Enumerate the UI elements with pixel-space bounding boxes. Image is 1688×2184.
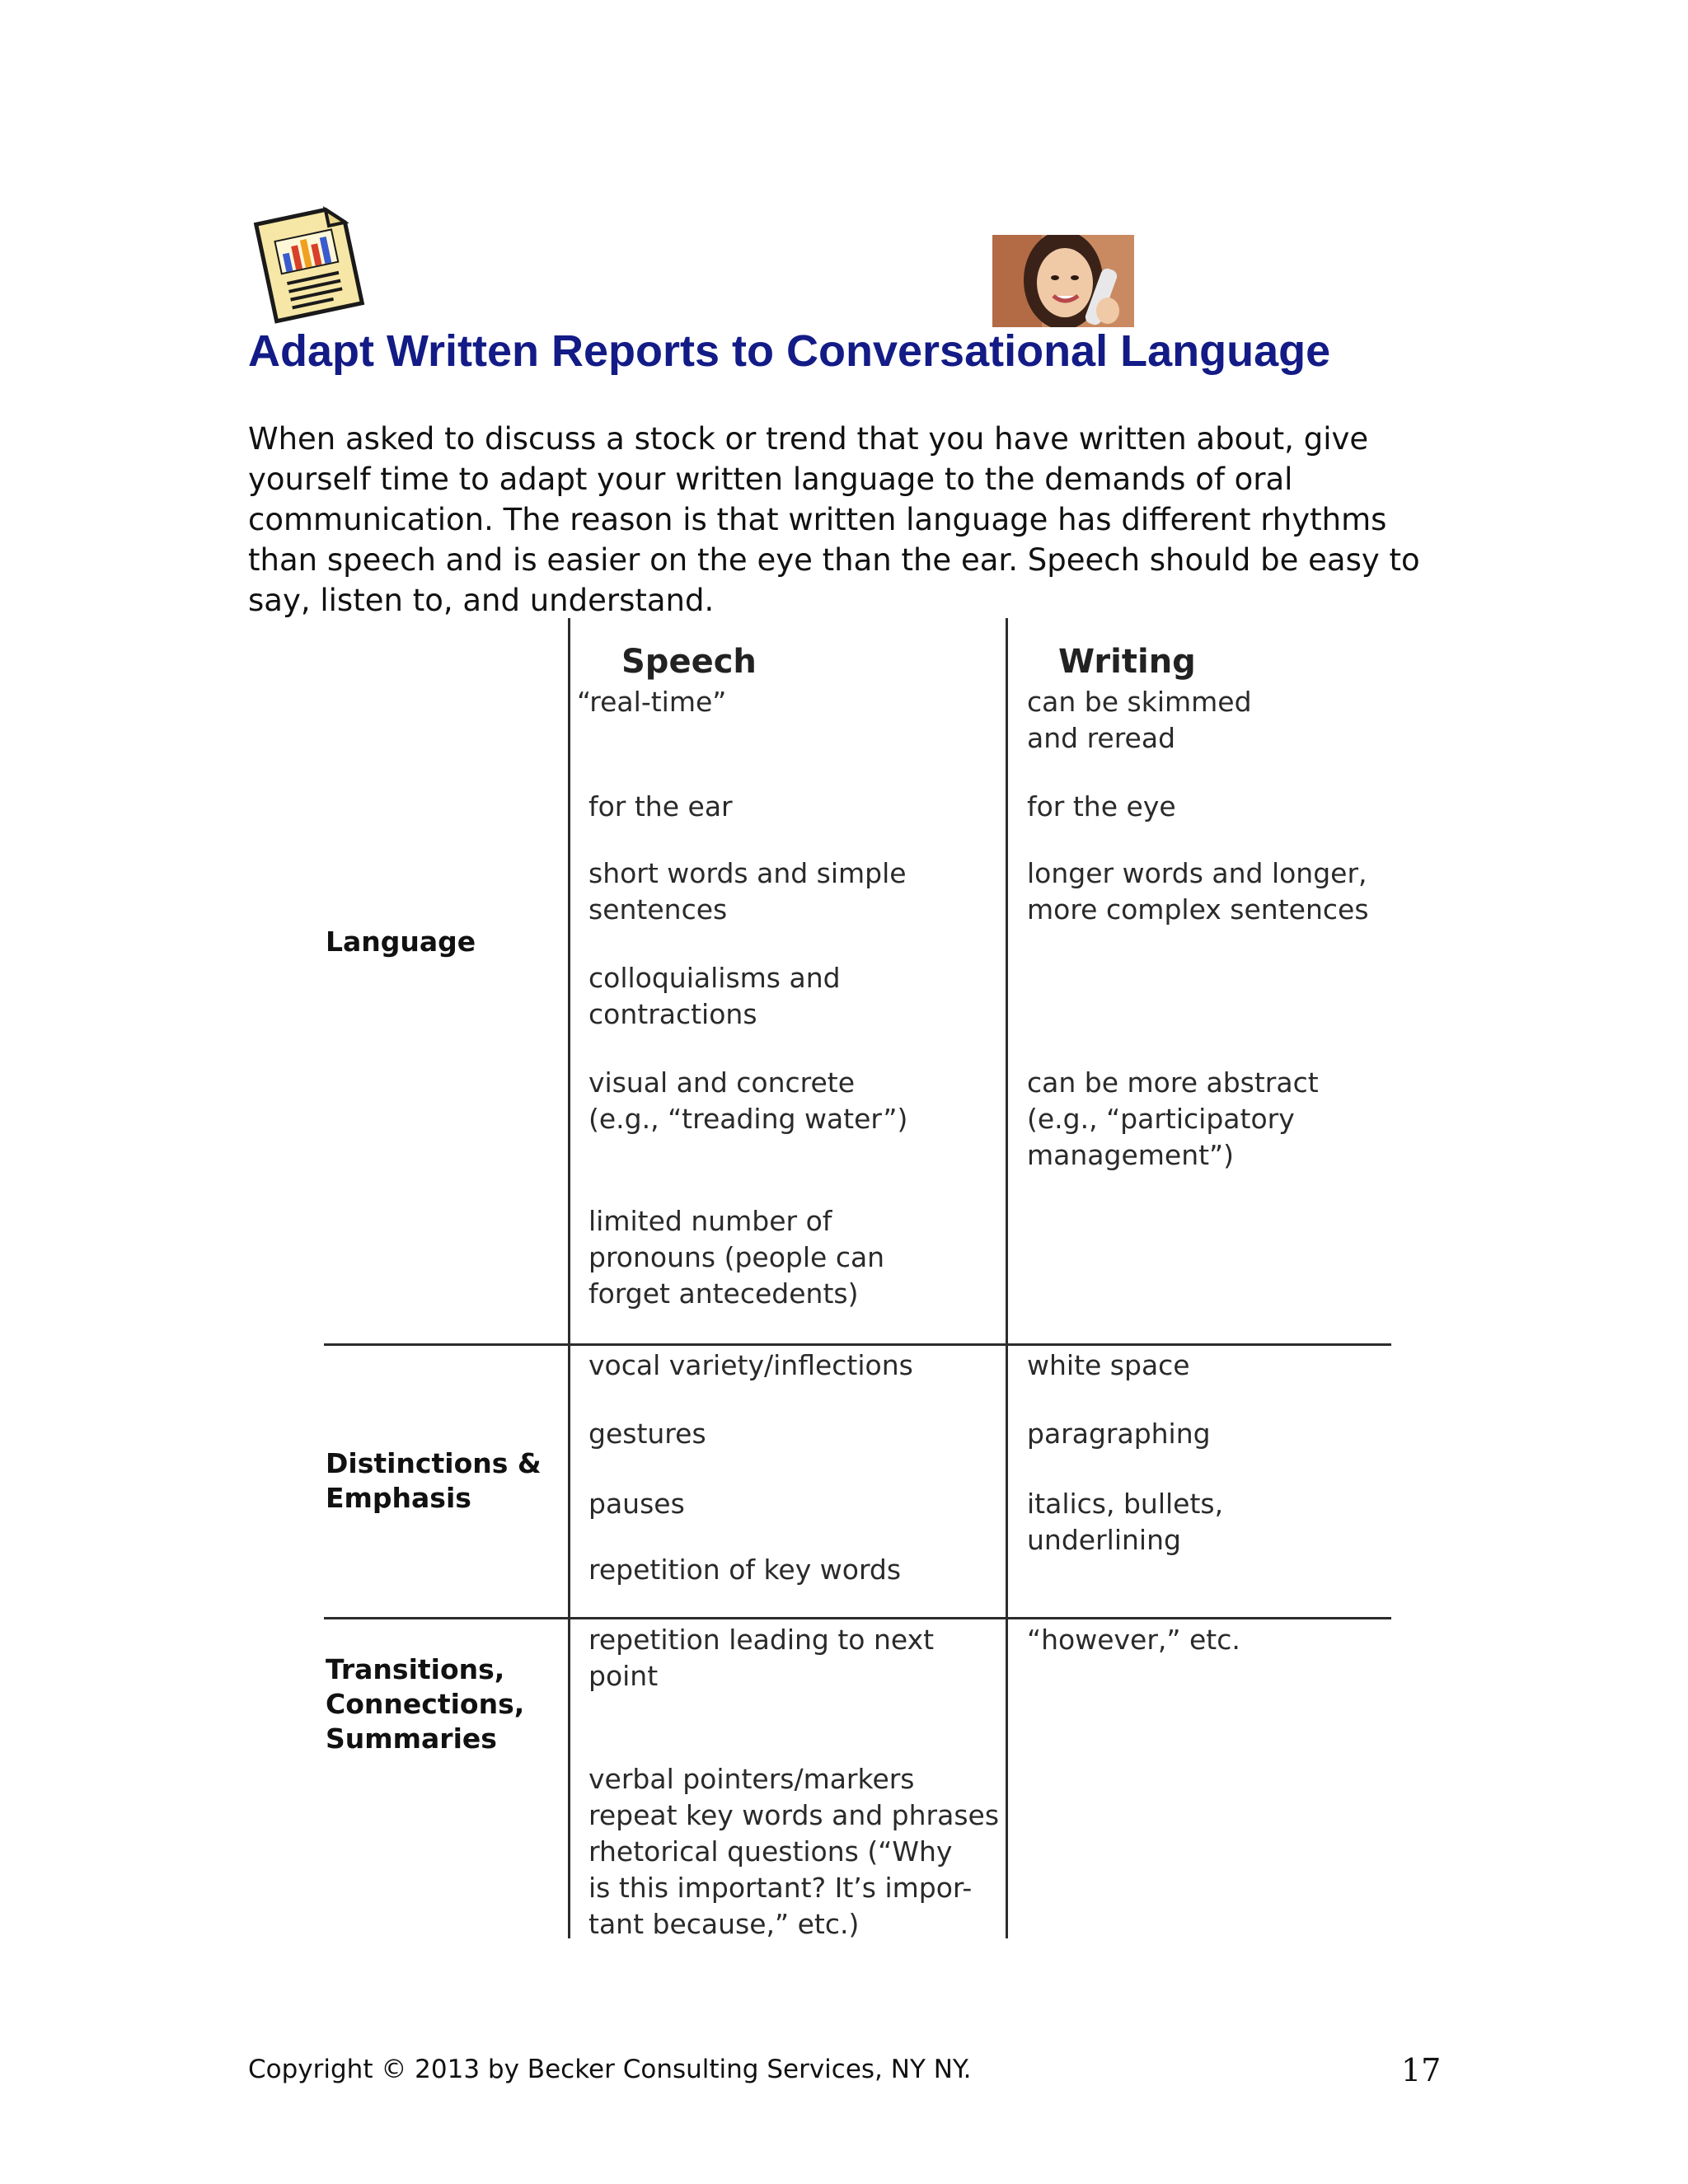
table-cell: for the eye <box>1027 790 1176 823</box>
column-divider-speech <box>568 618 570 1938</box>
row-header-distinctions: Distinctions & Emphasis <box>326 1447 542 1514</box>
table-cell: verbal pointers/markers repeat key words and phrases rhetorical questions (“Why is this important? It’s impor- tant because,” etc.) <box>588 1763 1000 1940</box>
row-header-language: Language <box>326 926 476 958</box>
row-divider <box>324 1617 1391 1619</box>
column-header-writing: Writing <box>1058 643 1196 681</box>
table-cell: “real-time” <box>577 686 727 718</box>
row-header-transitions: Transitions, Connections, Summaries <box>326 1653 525 1755</box>
woman-on-phone-photo <box>992 235 1134 327</box>
comparison-table <box>313 618 1385 1940</box>
table-cell: colloquialisms and contractions <box>588 962 841 1030</box>
row-divider <box>324 1343 1391 1346</box>
table-cell: short words and simple sentences <box>588 857 907 926</box>
table-cell: limited number of pronouns (people can forget antecedents) <box>588 1205 885 1310</box>
page-number: 17 <box>1401 2052 1442 2088</box>
table-cell: visual and concrete (e.g., “treading water”) <box>588 1066 908 1135</box>
table-cell: italics, bullets, underlining <box>1027 1488 1224 1556</box>
table-cell: can be skimmed and reread <box>1027 686 1252 754</box>
table-cell: repetition leading to next point <box>588 1624 935 1692</box>
column-divider-writing <box>1006 618 1008 1938</box>
table-cell: repetition of key words <box>588 1554 902 1586</box>
table-cell: pauses <box>588 1488 685 1520</box>
column-header-speech: Speech <box>621 643 757 681</box>
report-chart-icon <box>247 198 371 330</box>
table-cell: longer words and longer, more complex sentences <box>1027 857 1369 926</box>
table-cell: for the ear <box>588 790 733 823</box>
table-cell: gestures <box>588 1418 706 1450</box>
table-cell: “however,” etc. <box>1027 1624 1240 1656</box>
footer-copyright: Copyright © 2013 by Becker Consulting Services, NY NY. <box>248 2055 972 2084</box>
table-cell: vocal variety/inflections <box>588 1349 913 1381</box>
page-title: Adapt Written Reports to Conversational Language <box>248 326 1331 376</box>
table-cell: paragraphing <box>1027 1418 1211 1450</box>
table-cell: can be more abstract (e.g., “participatory management”) <box>1027 1066 1319 1171</box>
intro-paragraph: When asked to discuss a stock or trend that you have written about, give yourself time to adapt your written language to the demands of oral communication. The reason is that written language has different rhythms than speech and is easier on the eye than the ear. Speech should be easy to say, listen to, and understand. <box>248 421 1420 618</box>
table-cell: white space <box>1027 1349 1190 1381</box>
